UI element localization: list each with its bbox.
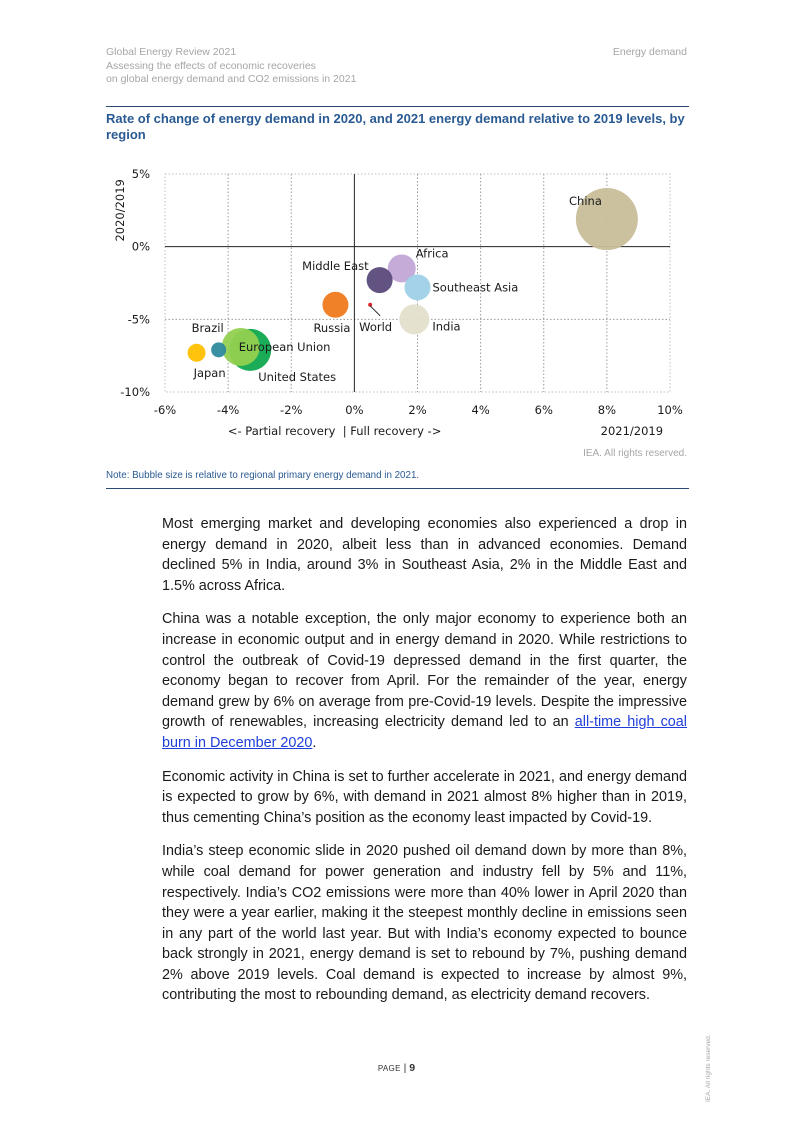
figure-note: Note: Bubble size is relative to regional primary energy demand in 2021.: [106, 470, 420, 481]
bubble-brazil: [211, 342, 226, 357]
figure-credit: IEA. All rights reserved.: [583, 448, 687, 459]
section-name: Energy demand: [612, 46, 687, 58]
x-tick-label: 10%: [657, 403, 683, 417]
bubble-label-middle-east: Middle East: [302, 259, 369, 274]
figure-bottom-rule: [106, 488, 689, 489]
page-label: PAGE: [377, 1064, 401, 1073]
y-tick-label: -10%: [120, 385, 150, 399]
bubble-label-european-union: European Union: [238, 339, 331, 354]
x-axis-title-right: 2021/2019: [600, 424, 664, 438]
paragraph-4: India’s steep economic slide in 2020 pushed oil demand down by more than 8%, while coal demand for power generation and industry fell by 5% and 11%, respectively. India’s CO2 emissions were more than 40% lower in April 2020 than they were a year earlier, making it the steepest monthly decline in emissions seen in any part of the world last year. But with India’s economy expected to bounce back strongly in 2021, energy demand is set to rebound by 7%, pushing demand 2% above 2019 levels. Coal demand is expected to increase by almost 9%, contributing the most to rebounding demand, as electricity demand recovers.: [162, 843, 687, 1004]
body-text: [162, 514, 687, 1019]
report-subtitle-line-2: on global energy demand and CO2 emissions in 2021: [106, 73, 357, 85]
bubble-russia: [322, 292, 348, 318]
x-tick-label: -4%: [216, 403, 240, 417]
bubble-label-world: World: [359, 319, 393, 334]
x-tick-label: 8%: [597, 403, 616, 417]
x-axis-title: <- Partial recovery | Full recovery ->: [227, 424, 442, 438]
page-number: [0, 1062, 793, 1074]
page-separator: |: [400, 1062, 410, 1074]
report-subtitle-line-1: Assessing the effects of economic recoveries: [106, 59, 316, 72]
y-tick-label: -5%: [127, 312, 150, 327]
bubble-label-united-states: United States: [258, 369, 337, 384]
paragraph-3: Economic activity in China is set to further accelerate in 2021, and energy demand is expected to grow by 6%, with demand in 2021 almost 8% higher than in 2019, thus cementing China’s position as the economy least impacted by Covid-19.: [162, 768, 687, 826]
bubble-label-china: China: [569, 194, 602, 209]
bubble-middle-east: [367, 267, 393, 293]
bubble-label-africa: Africa: [415, 246, 449, 261]
x-tick-label: -2%: [280, 403, 303, 417]
y-axis-title: 2020/2019: [113, 179, 127, 242]
y-tick-label: 0%: [131, 239, 150, 254]
x-tick-label: 6%: [534, 403, 553, 417]
page-number-value: 9: [409, 1062, 416, 1074]
side-rights-note: IEA. All rights reserved.: [705, 1034, 712, 1102]
paragraph-2-end: .: [312, 734, 317, 751]
paragraph-2-text: China was a notable exception, the only major economy to experience both an increase in economic output and in energy demand in 2020. While restrictions to control the outbreak of Covid-19 depressed demand in the first quarter, the economy began to recover from April. For the remainder of the year, energy demand grew by 6% on average from pre-Covid-19 levels. Despite the impressive growth of renewables, increasing electricity demand led to an: [162, 611, 687, 731]
x-tick-label: 0%: [345, 403, 364, 417]
world-leader-line: [370, 306, 380, 316]
paragraph-2: [162, 609, 687, 753]
report-title: Global Energy Review 2021: [106, 46, 237, 58]
paragraph-1: Most emerging market and developing economies also experienced a drop in energy demand in 2020, albeit less than in advanced economies. Demand declined 5% in India, around 3% in Southeast Asia, 2% in the Middle East and 1.5% across Africa.: [162, 516, 687, 594]
figure-title: Rate of change of energy demand in 2020, and 2021 energy demand relative to 2019 levels, by region: [106, 111, 685, 142]
bubble-label-russia: Russia: [313, 320, 351, 335]
bubble-chart: [0, 0, 793, 470]
bubble-label-brazil: Brazil: [191, 320, 224, 335]
bubble-southeast-asia: [405, 274, 431, 300]
bubble-label-japan: Japan: [193, 365, 226, 380]
bubble-japan: [188, 344, 206, 362]
bubble-india: [399, 304, 429, 334]
bubble-label-india: India: [432, 319, 461, 334]
x-tick-label: -6%: [153, 403, 177, 417]
x-tick-label: 2%: [408, 403, 427, 417]
x-tick-label: 4%: [471, 403, 490, 417]
bubble-label-southeast-asia: Southeast Asia: [432, 280, 519, 295]
coal-burn-link[interactable]: all-time high coal burn in December 2020: [162, 714, 687, 751]
y-tick-label: 5%: [131, 167, 150, 181]
